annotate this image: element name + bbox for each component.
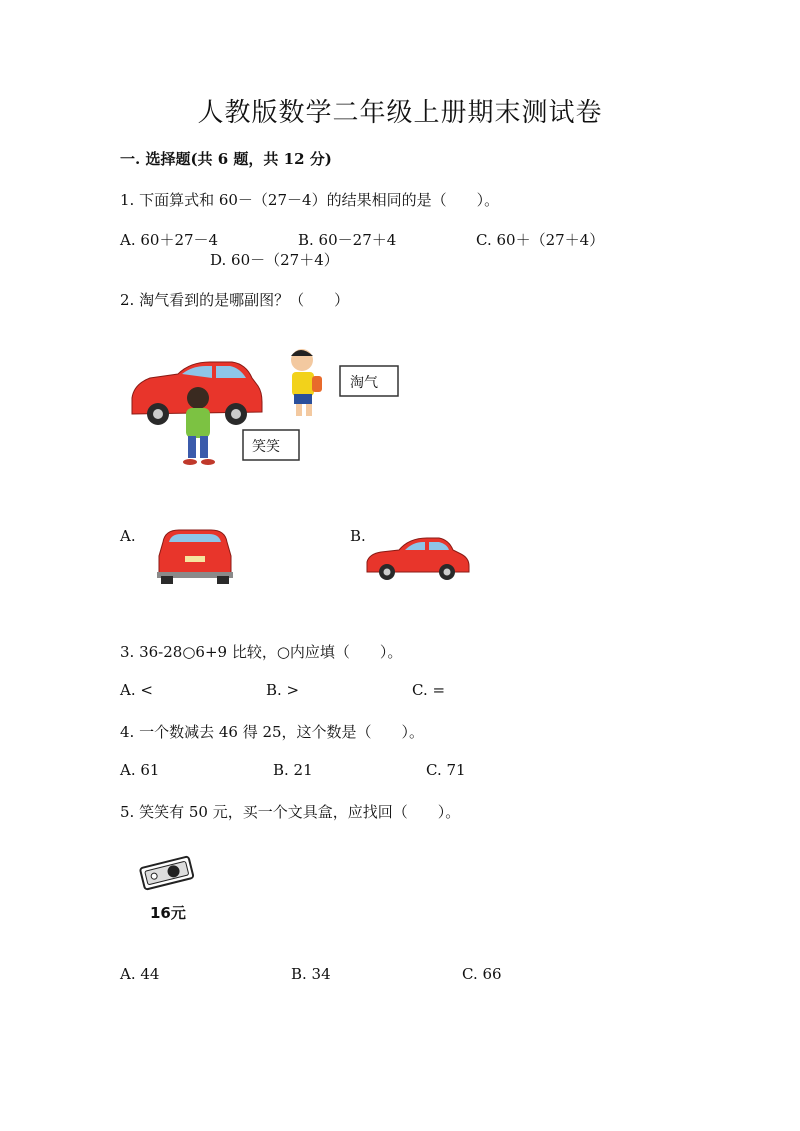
section-heading: 一. 选择题(共 6 题，共 12 分) bbox=[120, 150, 332, 168]
question-5-text: 5. 笑笑有 50 元，买一个文具盒，应找回（ ）。 bbox=[120, 803, 461, 821]
question-3-option-c[interactable]: C. = bbox=[412, 681, 446, 699]
question-2-option-b[interactable]: B. bbox=[350, 527, 366, 545]
taoqi-label: 淘气 bbox=[350, 375, 378, 391]
question-1-option-d[interactable]: D. 60－（27＋4） bbox=[210, 251, 339, 269]
question-1-option-b[interactable]: B. 60－27＋4 bbox=[298, 231, 397, 249]
question-5-option-c[interactable]: C. 66 bbox=[462, 965, 502, 983]
question-4-option-c[interactable]: C. 71 bbox=[426, 761, 466, 779]
question-1-option-a[interactable]: A. 60＋27－4 bbox=[120, 231, 219, 249]
question-3-option-b[interactable]: B. > bbox=[266, 681, 300, 699]
pencil-box-image bbox=[138, 854, 196, 894]
xiaoxiao-label: 笑笑 bbox=[252, 439, 280, 455]
question-2-text: 2. 淘气看到的是哪副图？（ ） bbox=[120, 291, 350, 309]
question-3-text: 3. 36-28○6+9 比较，○内应填（ ）。 bbox=[120, 643, 403, 661]
car-rear-view-image bbox=[155, 526, 235, 586]
page-title: 人教版数学二年级上册期末测试卷 bbox=[197, 98, 603, 128]
question-4-option-a[interactable]: A. 61 bbox=[120, 761, 160, 779]
question-1-option-c[interactable]: C. 60＋（27＋4） bbox=[476, 231, 605, 249]
car-side-view-image bbox=[365, 534, 471, 584]
question-4-option-b[interactable]: B. 21 bbox=[273, 761, 313, 779]
question-2-option-a[interactable]: A. bbox=[120, 527, 136, 545]
taoqi-figure bbox=[291, 349, 322, 416]
question-5-option-b[interactable]: B. 34 bbox=[291, 965, 331, 983]
question-5-option-a[interactable]: A. 44 bbox=[120, 965, 160, 983]
question-3-option-a[interactable]: A. < bbox=[120, 681, 153, 699]
question-4-text: 4. 一个数减去 46 得 25，这个数是（ ）。 bbox=[120, 723, 425, 741]
question-1-text: 1. 下面算式和 60－（27－4）的结果相同的是（ ）。 bbox=[120, 191, 500, 209]
pencil-box-price: 16元 bbox=[150, 904, 186, 922]
